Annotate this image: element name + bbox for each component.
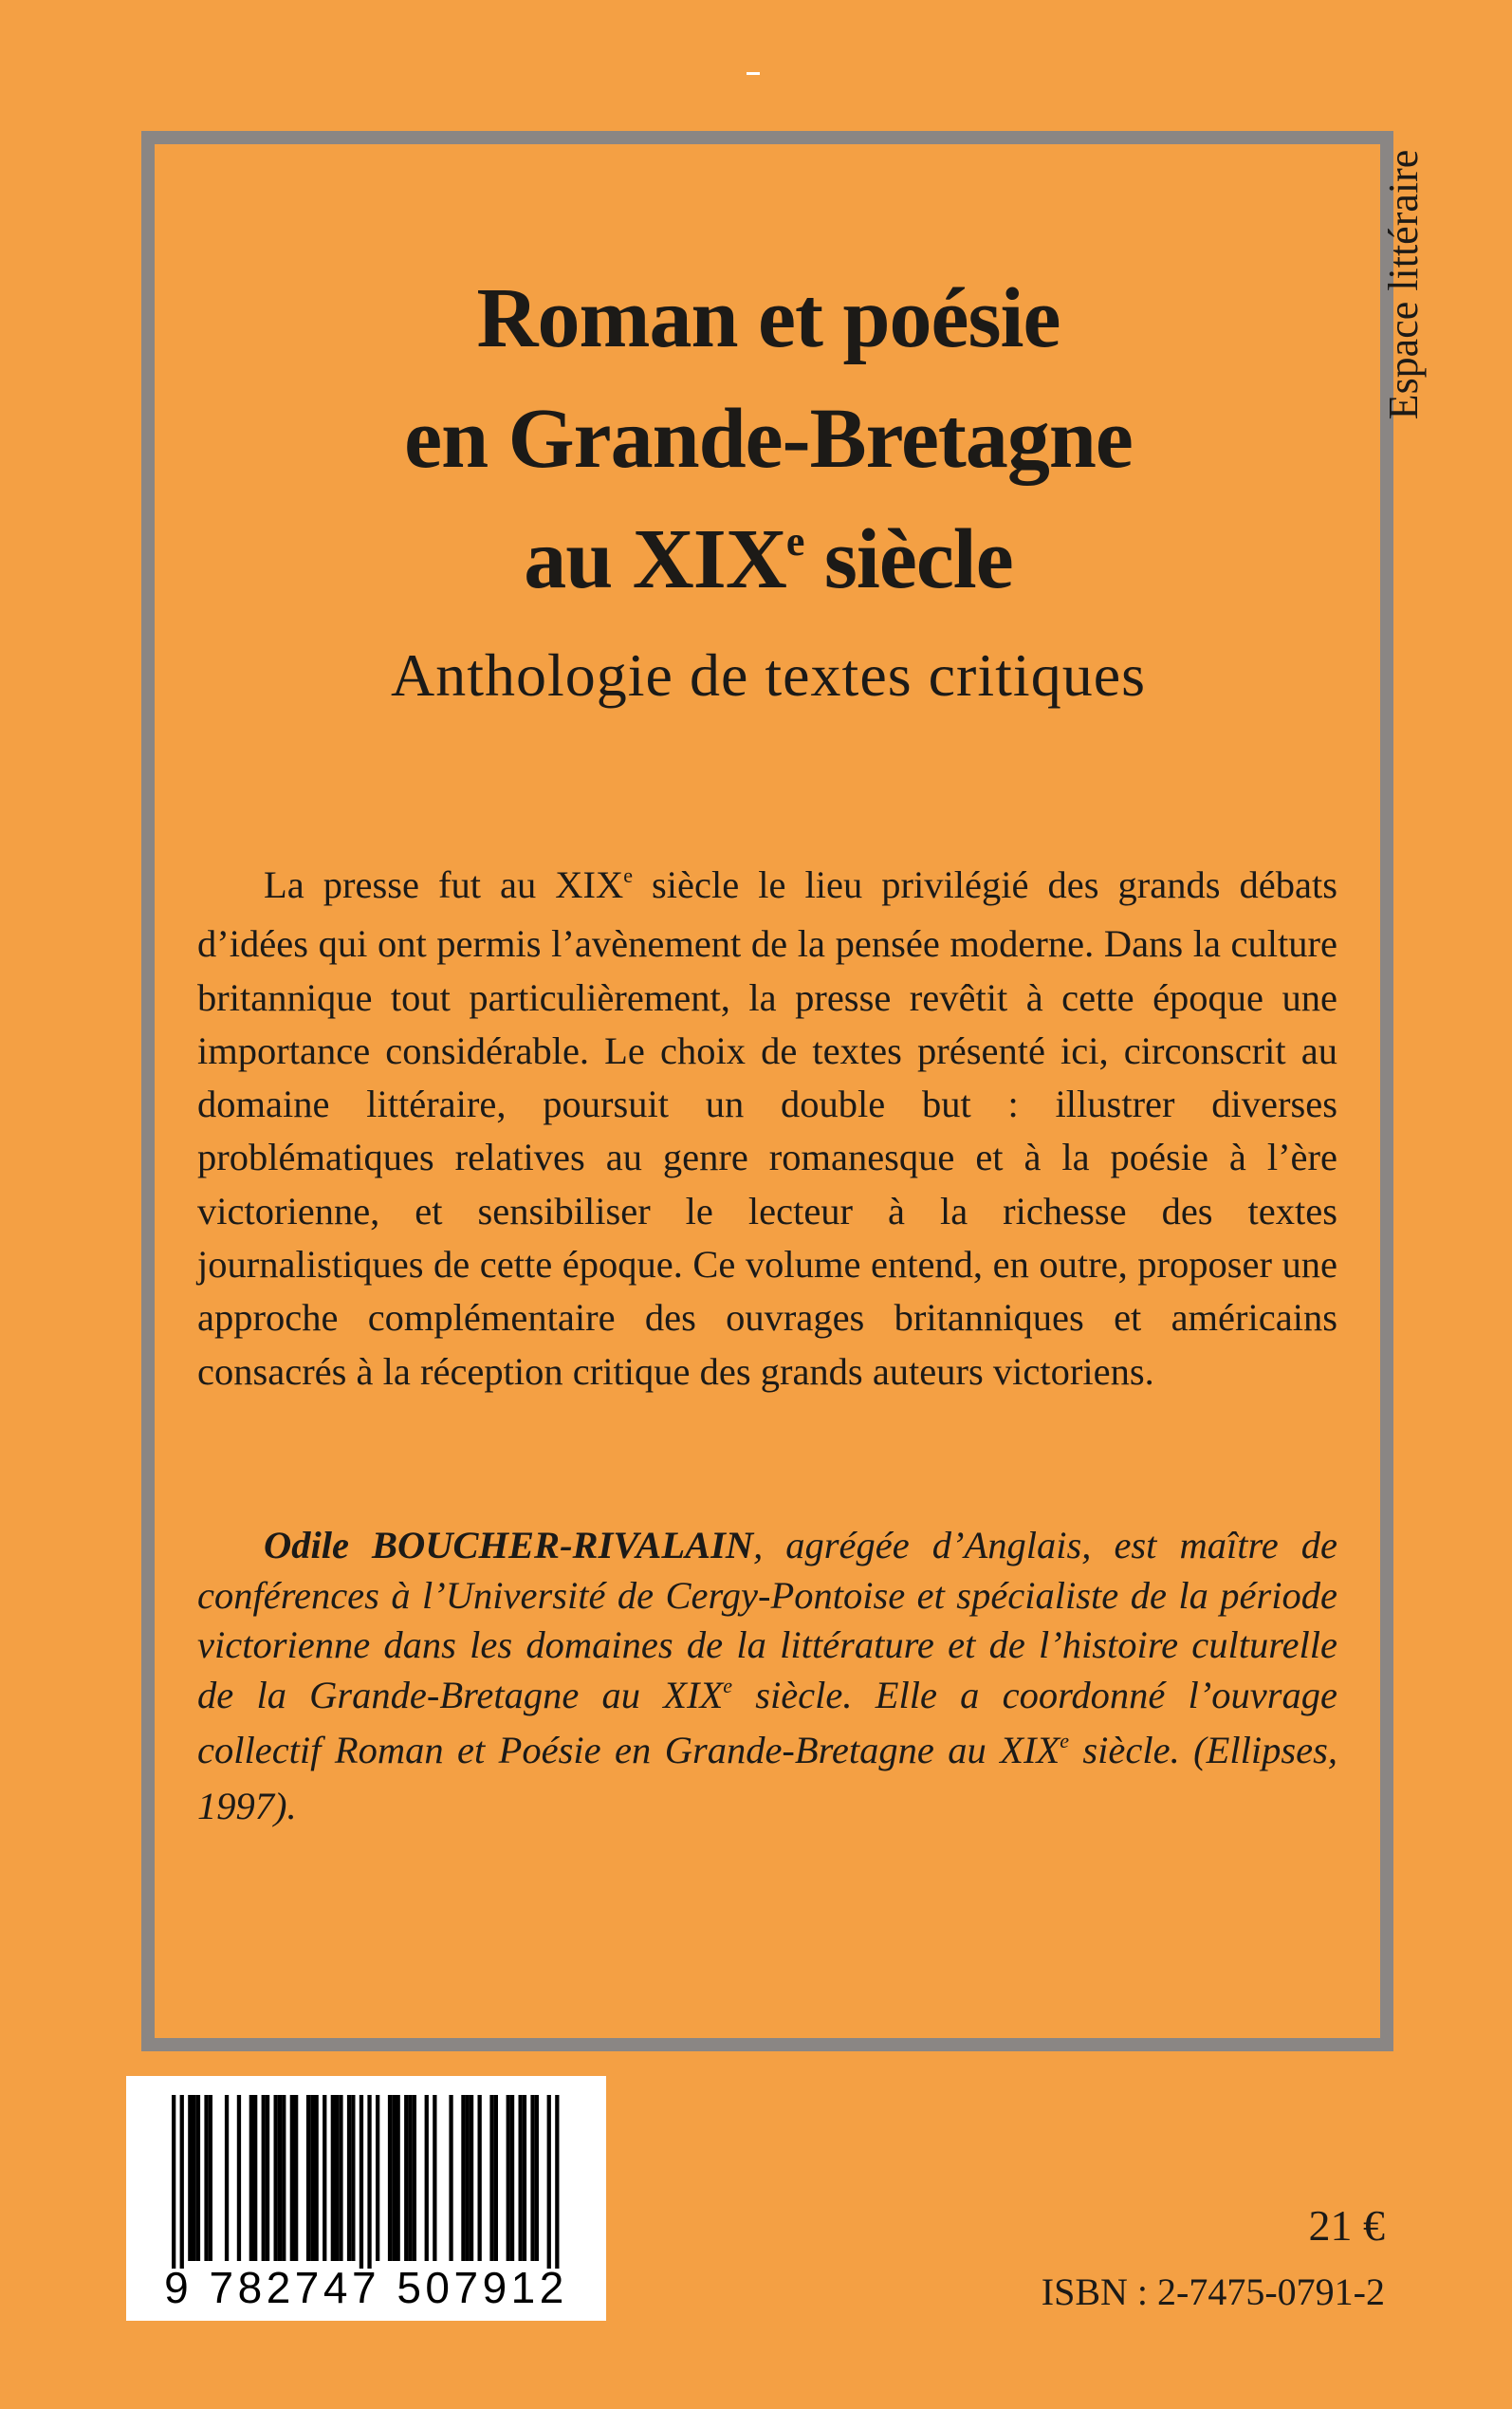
title-line-3: [152, 499, 1385, 634]
barcode-bar: [392, 2095, 396, 2261]
barcode-bar: [535, 2095, 539, 2261]
bio-sup-2: e: [1060, 1729, 1069, 1753]
barcode-bar: [449, 2095, 452, 2261]
isbn: ISBN : 2-7475-0791-2: [1041, 2270, 1385, 2313]
barcode-bar: [470, 2095, 473, 2261]
barcode-bar: [335, 2095, 339, 2261]
barcode-digits: 9 782747 507912: [164, 2263, 568, 2312]
author-name: Odile BOUCHER-RIVALAIN: [264, 1524, 754, 1566]
barcode-bar: [507, 2095, 510, 2261]
barcode-bar: [294, 2095, 298, 2261]
barcode-bar: [278, 2095, 282, 2261]
title-line-3-post: siècle: [803, 512, 1013, 606]
barcode-bar: [555, 2095, 559, 2269]
barcode-bar: [253, 2095, 257, 2261]
barcode-bar: [315, 2095, 319, 2261]
barcode-bar: [282, 2095, 286, 2261]
barcode-bar: [523, 2095, 526, 2261]
barcode-bar: [478, 2095, 482, 2261]
barcode-bar: [396, 2095, 400, 2261]
barcode-bar: [180, 2095, 184, 2269]
barcode-bar: [404, 2095, 408, 2261]
barcode-bar: [425, 2095, 429, 2261]
barcode-bar: [310, 2095, 314, 2261]
barcode-bar: [360, 2095, 363, 2269]
bio-part-3: siècle. (Ellipses, 1997).: [197, 1729, 1337, 1827]
barcode-bar: [290, 2095, 294, 2261]
barcode-bar: [376, 2095, 379, 2261]
barcode-bar: [209, 2095, 212, 2261]
barcode-bar: [413, 2095, 416, 2261]
top-mark: [747, 72, 760, 75]
barcode-bar: [237, 2095, 241, 2261]
blurb-paragraph: [197, 859, 1337, 1399]
barcode-bar: [204, 2095, 208, 2261]
barcode-bar: [274, 2095, 278, 2261]
barcode-bar: [351, 2095, 355, 2261]
barcode-bar: [433, 2095, 436, 2261]
barcode-bar: [225, 2095, 229, 2261]
blurb-sup: e: [623, 863, 634, 887]
barcode-bar: [494, 2095, 498, 2261]
barcode-bar: [249, 2095, 253, 2261]
barcode-bar: [347, 2095, 351, 2261]
barcode-bar: [306, 2095, 310, 2261]
barcode-bar: [172, 2095, 175, 2269]
barcode-bar: [188, 2095, 192, 2261]
barcode-bar: [510, 2095, 514, 2261]
blurb-part-2: siècle le lieu privilégié des grands débats d’idées qui ont permis l’avènement de la pensée moderne. Dans la culture britannique tout particulièrement, la presse revêtit à cette époque une importance considérable. Le choix de textes présenté ici, circonscrit au domaine littéraire, poursuit un double but : illustrer diverses problématiques relatives au genre romanesque et à la poésie à l’ère victorienne, et sensibiliser le lecteur à la richesse des textes journalistiques de cette époque. Ce volume entend, en outre, proposer une approche complémentaire des ouvrages britanniques et américains consacrés à la réception critique des grands auteurs victoriens.: [197, 863, 1337, 1393]
bio-sup-1: e: [723, 1673, 732, 1697]
title-line-1: Roman et poésie: [476, 271, 1060, 365]
title-line-3-sup: e: [785, 518, 804, 565]
barcode-bar: [339, 2095, 342, 2261]
barcode-bar: [388, 2095, 392, 2261]
book-title: [152, 258, 1385, 634]
barcode-bar: [193, 2095, 196, 2261]
barcode-bar: [266, 2095, 269, 2261]
blurb-part-1: La presse fut au XIX: [264, 863, 624, 906]
barcode-bar: [196, 2095, 200, 2261]
barcode: [126, 2076, 606, 2321]
author-bio: [197, 1521, 1337, 1832]
barcode-bar: [547, 2095, 551, 2269]
barcode-bar: [530, 2095, 534, 2261]
barcode-bar: [323, 2095, 326, 2261]
barcode-bar: [489, 2095, 493, 2261]
barcode-bar: [408, 2095, 412, 2261]
barcode-bar: [367, 2095, 371, 2269]
title-line-3-pre: au XIX: [524, 512, 786, 606]
bio-part-2: siècle. Elle a coordonné l’ouvrage collectif Roman et Poésie en Grande-Bretagne au XIX: [197, 1673, 1337, 1772]
bio-part-1: , agrégée d’Anglais, est maître de conférences à l’Université de Cergy-Pontoise et spécialiste de la période victorienne dans les domaines de la littérature et de l’histoire culturelle de la Grande-Bretagne au XIX: [197, 1524, 1337, 1716]
title-line-2: en Grande-Bretagne: [404, 392, 1133, 486]
barcode-bar: [466, 2095, 470, 2261]
barcode-bar: [331, 2095, 335, 2261]
barcode-bar: [262, 2095, 266, 2261]
book-subtitle: Anthologie de textes critiques: [390, 641, 1147, 709]
barcode-bar: [519, 2095, 523, 2261]
spine-label: Espace littéraire: [1380, 149, 1427, 420]
barcode-bar: [461, 2095, 465, 2261]
price: 21 €: [1308, 2201, 1385, 2250]
